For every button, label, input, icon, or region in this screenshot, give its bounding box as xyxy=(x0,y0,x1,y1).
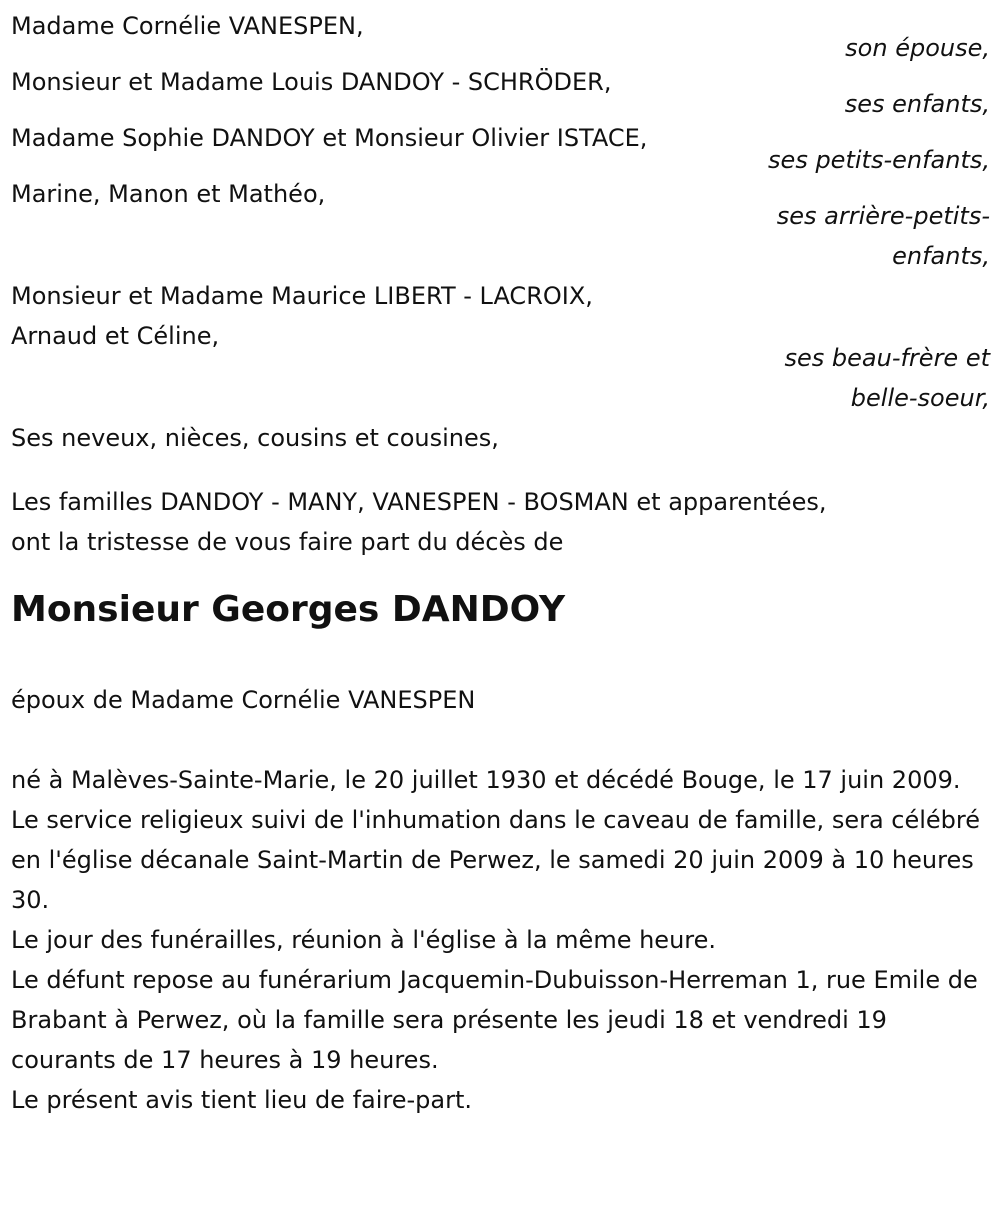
family-role-line: ses petits-enfants, xyxy=(768,146,990,174)
family-names: Monsieur et Madame Maurice LIBERT - LACROIX, xyxy=(11,282,593,310)
family-role-line: ses enfants, xyxy=(844,90,990,118)
funeral-home-paragraph: Le défunt repose au funérarium Jacquemin-Dubuisson-Herreman 1, rue Emile de Brabant à Perwez, où la famille sera présente les jeudi 18 et vendredi 19 courants de 17 heures à 19 heures. xyxy=(11,966,978,1074)
service-paragraph: Le service religieux suivi de l'inhumation dans le caveau de famille, sera célébré en l'église décanale Saint-Martin de Perwez, le samedi 20 juin 2009 à 10 heures 30. xyxy=(11,806,981,914)
family-role-line: son épouse, xyxy=(845,34,990,62)
family-names: Madame Sophie DANDOY et Monsieur Olivier ISTACE, xyxy=(11,124,648,152)
deceased-name: Monsieur Georges DANDOY xyxy=(11,589,566,630)
spacer xyxy=(11,720,990,760)
family-names: Marine, Manon et Mathéo, xyxy=(11,180,326,208)
families-line: Les familles DANDOY - MANY, VANESPEN - BOSMAN et apparentées, xyxy=(11,488,827,516)
spacer xyxy=(11,634,990,680)
family-names: Monsieur et Madame Louis DANDOY - SCHRÖDER, xyxy=(11,68,612,96)
other-relatives: Ses neveux, nièces, cousins et cousines, xyxy=(11,424,499,452)
notice-paragraph: Le présent avis tient lieu de faire-part. xyxy=(11,1086,473,1114)
spacer xyxy=(11,562,990,586)
announcement-line: ont la tristesse de vous faire part du décès de xyxy=(11,528,564,556)
family-role-line: enfants, xyxy=(892,242,990,270)
family-names: Madame Cornélie VANESPEN, xyxy=(11,12,364,40)
spouse-line: époux de Madame Cornélie VANESPEN xyxy=(11,686,476,714)
family-role-line: ses arrière-petits- xyxy=(776,202,990,230)
family-names-continued: Arnaud et Céline, xyxy=(11,322,220,350)
meeting-paragraph: Le jour des funérailles, réunion à l'église à la même heure. xyxy=(11,926,717,954)
spacer xyxy=(11,458,990,482)
birth-death-paragraph: né à Malèves-Sainte-Marie, le 20 juillet 1930 et décédé Bouge, le 17 juin 2009. xyxy=(11,766,961,794)
family-role-line: ses beau-frère et xyxy=(784,344,990,372)
family-role-line: belle-soeur, xyxy=(850,384,990,412)
